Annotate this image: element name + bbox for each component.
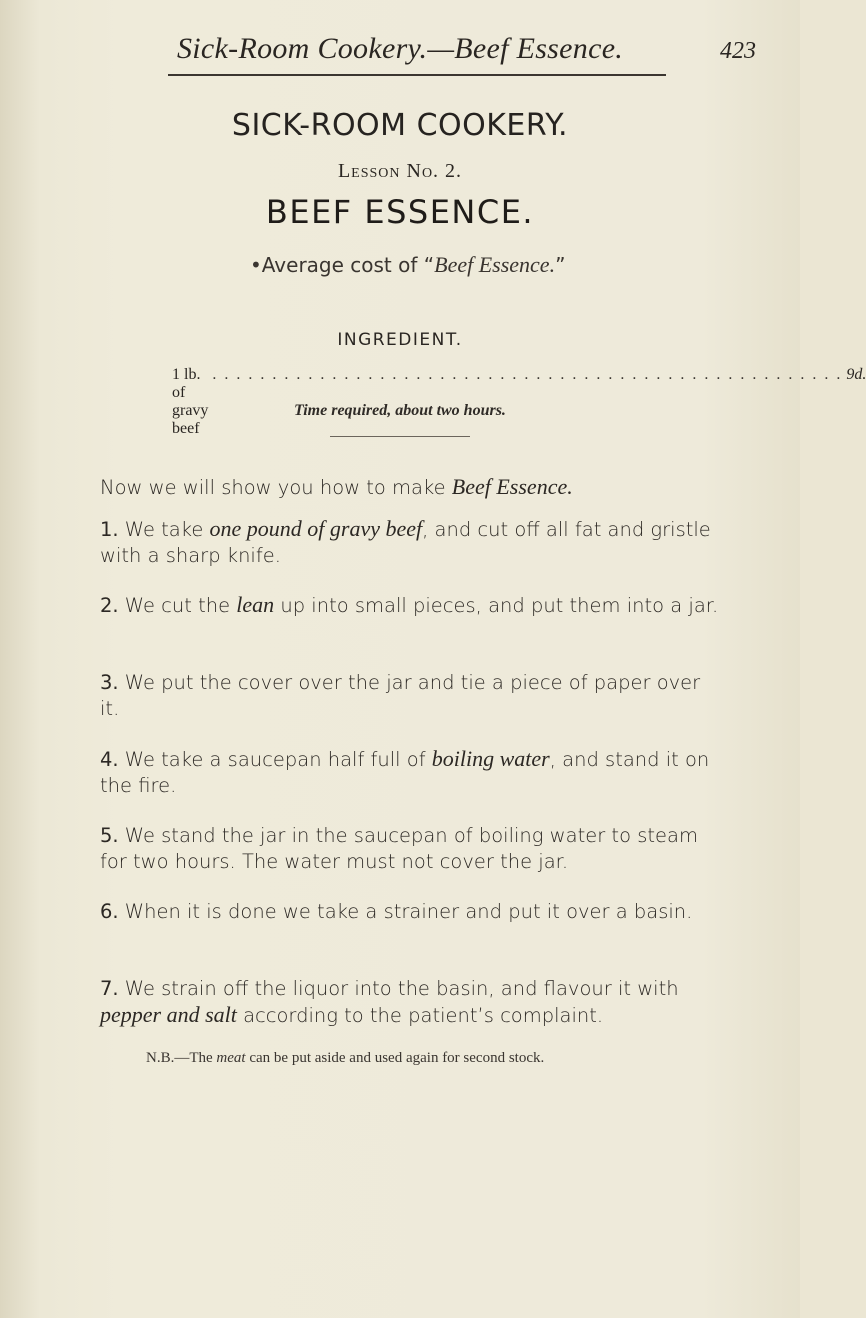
step-text: We cut the — [118, 594, 237, 617]
step-text: We put the cover over the jar and tie a piece of paper over it. — [100, 671, 701, 720]
step-number: 3. — [100, 671, 119, 694]
cost-prefix: •Average cost of “ — [250, 253, 435, 277]
step-1 — [100, 516, 720, 569]
step-number: 2. — [100, 594, 119, 617]
step-italic: lean — [236, 592, 275, 617]
nota-bene — [146, 1050, 746, 1067]
step-6 — [100, 899, 720, 925]
step-number: 5. — [100, 824, 119, 847]
step-number: 1. — [100, 518, 119, 541]
ingredients-heading: INGREDIENT. — [337, 330, 463, 350]
step-3 — [100, 670, 720, 722]
step-number: 4. — [100, 748, 119, 771]
step-5 — [100, 823, 720, 875]
main-title: SICK-ROOM COOKERY. — [231, 108, 569, 143]
step-text: We stand the jar in the saucepan of boiling water to steam for two hours. The water must not cover the jar. — [100, 824, 698, 873]
step-italic: one pound of gravy beef — [209, 516, 423, 541]
lesson-heading: Lesson No. 2. — [337, 160, 463, 182]
time-required: Time required, about two hours. — [294, 402, 506, 419]
step-italic: boiling water — [431, 746, 550, 771]
step-text: We strain off the liquor into the basin, and flavour it with — [118, 977, 679, 1000]
intro-italic: Beef Essence. — [451, 474, 573, 499]
section-rule — [330, 436, 470, 437]
leader-dots: . . . . . . . . . . . . . . . . . . . . . . . . . . . . . . . . . . . . . . . . . . . . . . . . . . . . . — [212, 366, 843, 383]
average-cost-line — [250, 252, 565, 278]
step-text: We take — [118, 518, 210, 541]
step-number: 6. — [100, 900, 119, 923]
note-text-end: can be put aside and used again for second stock. — [245, 1050, 545, 1066]
step-text-end: according to the patient’s complaint. — [236, 1004, 604, 1027]
page-number: 423 — [720, 38, 756, 64]
cost-suffix: ” — [555, 253, 566, 277]
step-text-end: up into small pieces, and put them into a jar. — [274, 594, 719, 617]
ingredient-price: 9d. — [846, 366, 866, 383]
header-rule — [168, 74, 666, 76]
step-text-end: , and stand it on the fire. — [100, 748, 710, 797]
recipe-title: BEEF ESSENCE. — [265, 193, 535, 231]
step-2 — [100, 592, 720, 619]
intro-paragraph — [100, 474, 720, 501]
note-text: N.B.—The — [146, 1050, 217, 1066]
running-title: Sick-Room Cookery.—Beef Essence. — [177, 32, 624, 65]
step-italic: pepper and salt — [100, 1002, 237, 1027]
step-text-end: , and cut off all fat and gristle with a sharp knife. — [100, 518, 711, 567]
step-number: 7. — [100, 977, 119, 1000]
step-4 — [100, 746, 720, 799]
cost-italic: Beef Essence. — [434, 252, 556, 277]
ingredient-name: 1 lb. of gravy beef — [172, 366, 209, 437]
step-7 — [100, 976, 720, 1029]
step-text: When it is done we take a strainer and put it over a basin. — [118, 900, 693, 923]
running-head — [0, 30, 800, 80]
step-text: We take a saucepan half full of — [118, 748, 432, 771]
note-italic: meat — [216, 1050, 246, 1066]
intro-text: Now we will show you how to make — [100, 476, 452, 499]
